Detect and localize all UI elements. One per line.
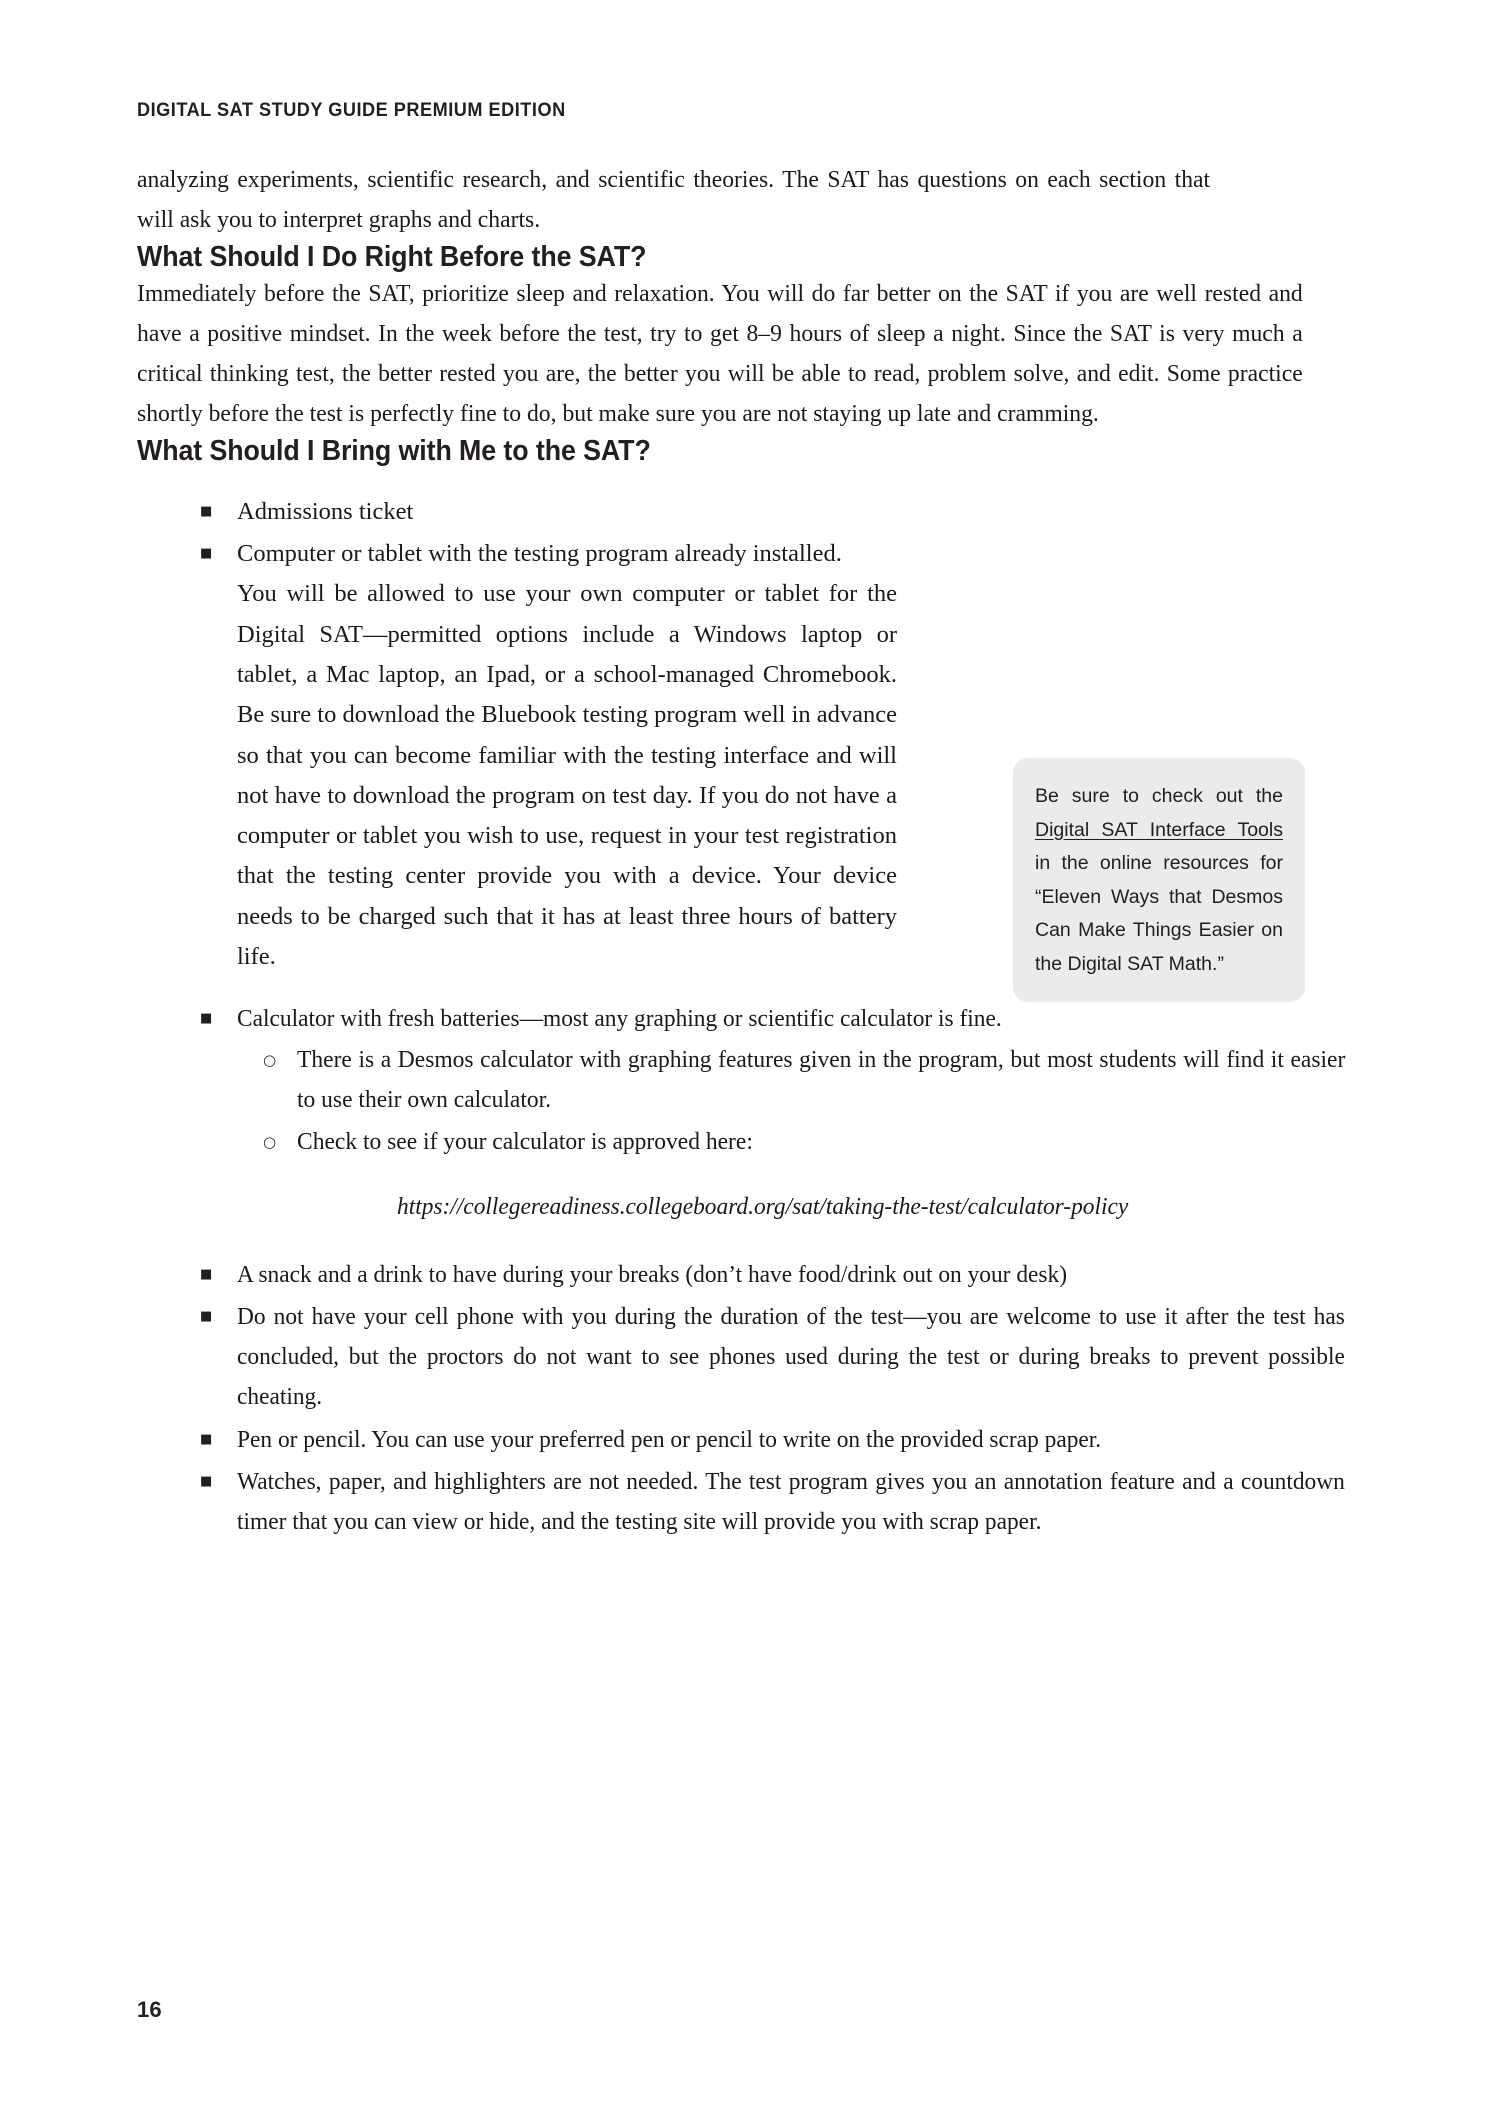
list-item	[137, 492, 1345, 532]
section-heading-bring: What Should I Bring with Me to the SAT?	[137, 434, 651, 467]
list-item-continuation: You will be allowed to use your own computer or tablet for the Digital SAT—permitted options include a Windows laptop or tablet, a Mac laptop, an Ipad, or a school-managed Chromebook. Be sure to download the Bluebook testing program well in advance so that you can become familiar with the testing interface and will not have to download the program on test day. If you do not have a computer or tablet you wish to use, request in your test registration that the testing center provide you with a device. Your device needs to be charged such that it has at least three hours of battery life.	[237, 580, 897, 971]
calculator-sub-list-wrapper	[237, 1040, 1345, 1225]
sub-list-item	[237, 1040, 1345, 1121]
circle-bullet-icon: ○	[263, 1050, 277, 1069]
calculator-policy-url[interactable]: https://collegereadiness.collegeboard.org/sat/taking-the-test/calculator-policy	[397, 1193, 1129, 1220]
sub-list-item-text: Check to see if your calculator is approved here:	[297, 1128, 753, 1156]
callout-tail-text: in the online resources for “Eleven Ways that Desmos Can Make Things Easier on the Digital SAT Math.”	[1035, 852, 1283, 975]
square-bullet-icon: ■	[200, 1474, 213, 1490]
sub-list-item-text: There is a Desmos calculator with graphing features given in the program, but most students will find it easier to use their own calculator.	[297, 1045, 1346, 1113]
list-item-text: Calculator with fresh batteries—most any graphing or scientific calculator is fine.	[237, 1005, 1002, 1033]
list-item-text: Watches, paper, and highlighters are not needed. The test program gives you an annotation feature and a countdown timer that you can view or hide, and the testing site will provide you with scrap paper.	[237, 1468, 1345, 1536]
callout-box	[1013, 758, 1305, 1002]
list-item	[137, 999, 1345, 1039]
square-bullet-icon: ■	[200, 1266, 213, 1282]
sub-list-item	[237, 1122, 1345, 1162]
list-item	[137, 1462, 1345, 1543]
page-number: 16	[137, 1997, 162, 2022]
list-item-text: Admissions ticket	[237, 497, 414, 525]
square-bullet-icon: ■	[200, 1011, 213, 1027]
list-item-text: A snack and a drink to have during your breaks (don’t have food/drink out on your desk)	[237, 1260, 1067, 1288]
list-item	[137, 1297, 1345, 1418]
bring-list-continued	[137, 1255, 1345, 1543]
paragraph-before-sat: Immediately before the SAT, prioritize sleep and relaxation. You will do far better on the SAT if you are well rested and have a positive mindset. In the week before the test, try to get 8–9 hours of sleep a night. Since the SAT is very much a critical thinking test, the better rested you are, the better you will be able to read, problem solve, and edit. Some practice shortly before the test is perfectly fine to do, but make sure you are not staying up late and cramming.	[137, 279, 1303, 428]
calculator-sub-list	[237, 1040, 1345, 1163]
circle-bullet-icon: ○	[263, 1133, 277, 1152]
callout-lead-text: Be sure to check out the	[1035, 785, 1283, 807]
section-heading-before-sat: What Should I Do Right Before the SAT?	[137, 240, 647, 273]
list-item-text: Computer or tablet with the testing program already installed.	[237, 540, 842, 568]
running-header: DIGITAL SAT STUDY GUIDE PREMIUM EDITION	[137, 99, 566, 121]
list-item-text: Do not have your cell phone with you during the duration of the test—you are welcome to use it after the test has concluded, but the proctors do not want to see phones used during the test or during breaks to prevent possible cheating.	[237, 1302, 1345, 1411]
intro-paragraph: analyzing experiments, scientific research, and scientific theories. The SAT has questions on each section that will ask you to interpret graphs and charts.	[137, 166, 1211, 234]
square-bullet-icon: ■	[200, 546, 213, 562]
square-bullet-icon: ■	[200, 1431, 213, 1447]
list-item	[137, 1420, 1345, 1460]
list-item	[137, 1255, 1345, 1295]
square-bullet-icon: ■	[200, 1308, 213, 1324]
square-bullet-icon: ■	[200, 503, 213, 519]
list-item-text: Pen or pencil. You can use your preferred pen or pencil to write on the provided scrap paper.	[237, 1425, 1102, 1453]
callout-link[interactable]: Digital SAT Interface Tools	[1035, 818, 1283, 841]
